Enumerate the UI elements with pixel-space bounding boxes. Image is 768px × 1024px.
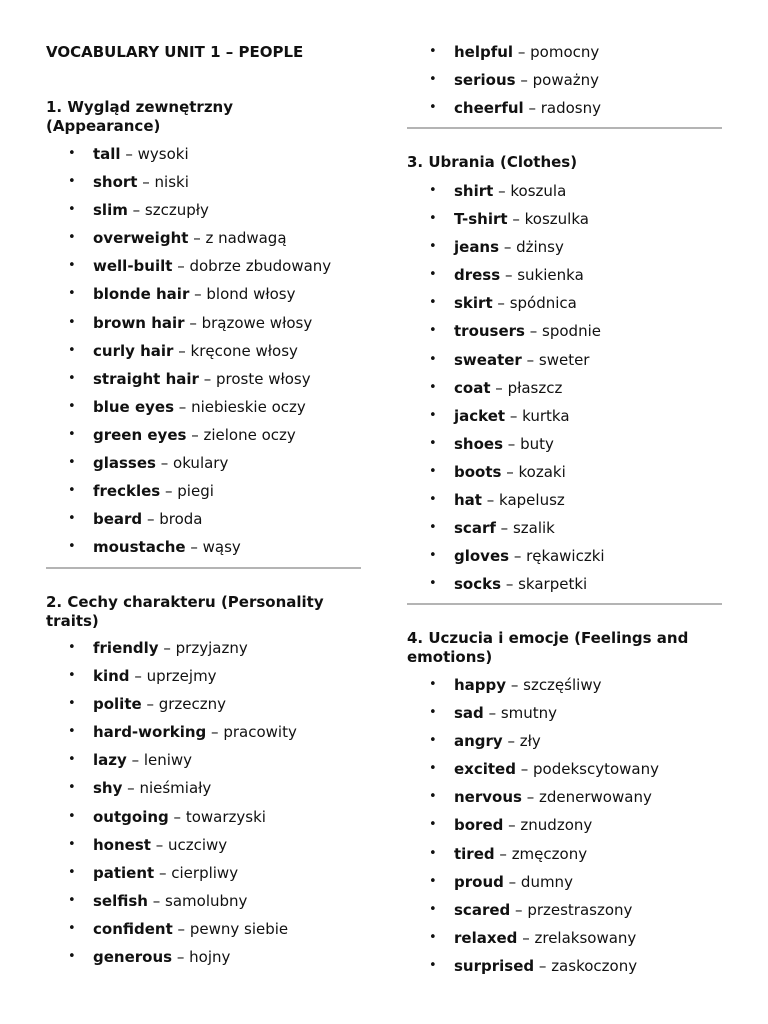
- vocab-item: [46, 831, 297, 859]
- bullet-icon: •: [429, 929, 437, 945]
- bullet-icon: •: [429, 845, 437, 861]
- bullet-icon: •: [68, 398, 76, 414]
- english-term: scared: [454, 900, 511, 919]
- polish-translation: cierpliwy: [171, 863, 239, 882]
- term-separator: –: [177, 257, 185, 276]
- vocab-item: [46, 309, 331, 337]
- bullet-icon: •: [68, 314, 76, 330]
- vocab-item: [407, 261, 605, 289]
- term-separator: –: [520, 71, 528, 90]
- term-separator: –: [512, 210, 520, 229]
- english-term: hard-working: [93, 723, 207, 742]
- vocab-item: [407, 952, 659, 980]
- polish-translation: pomocny: [530, 43, 600, 61]
- vocab-item: [46, 252, 331, 280]
- vocab-item: [407, 402, 605, 430]
- term-separator: –: [499, 844, 507, 863]
- english-term: nervous: [454, 788, 522, 807]
- polish-translation: kurtka: [522, 406, 570, 425]
- bullet-icon: •: [68, 808, 76, 824]
- bullet-icon: •: [68, 724, 76, 740]
- polish-translation: niebieskie oczy: [191, 397, 306, 416]
- english-term: well-built: [93, 257, 173, 276]
- bullet-icon: •: [68, 174, 76, 190]
- vocab-item: [407, 430, 605, 458]
- bullet-icon: •: [429, 379, 437, 395]
- bullet-icon: •: [68, 752, 76, 768]
- vocab-item: [407, 514, 605, 542]
- english-term: sad: [454, 704, 484, 723]
- english-term: tall: [93, 145, 121, 163]
- english-term: beard: [93, 510, 143, 529]
- vocab-item: [46, 365, 331, 393]
- term-separator: –: [178, 397, 187, 416]
- section-heading-appearance: 1. Wygląd zewnętrzny (Appearance): [46, 98, 234, 135]
- term-separator: –: [508, 872, 517, 891]
- term-separator: –: [158, 863, 167, 882]
- term-separator: –: [504, 266, 513, 285]
- polish-translation: spódnica: [509, 294, 577, 313]
- english-term: selfish: [93, 891, 148, 910]
- term-separator: –: [194, 285, 202, 304]
- bullet-icon: •: [429, 548, 437, 564]
- english-term: relaxed: [454, 928, 518, 947]
- english-term: gloves: [454, 547, 510, 566]
- english-term: polite: [93, 695, 142, 714]
- english-term: brown hair: [93, 313, 185, 332]
- term-separator: –: [125, 145, 133, 163]
- vocab-item: [46, 533, 331, 561]
- bullet-icon: •: [429, 677, 437, 692]
- english-term: shirt: [454, 182, 494, 200]
- bullet-icon: •: [68, 780, 76, 796]
- vocab-item: [46, 337, 331, 365]
- polish-translation: piegi: [177, 482, 214, 501]
- english-term: freckles: [93, 482, 161, 501]
- vocab-item: [46, 915, 297, 943]
- term-separator: –: [160, 454, 169, 473]
- vocab-item: [46, 887, 297, 915]
- term-separator: –: [513, 547, 522, 566]
- term-separator: –: [134, 667, 142, 686]
- polish-translation: z nadwagą: [205, 229, 287, 248]
- term-separator: –: [177, 919, 186, 938]
- polish-translation: samolubny: [165, 891, 248, 910]
- polish-translation: przestraszony: [527, 900, 633, 919]
- bullet-icon: •: [429, 407, 437, 423]
- term-separator: –: [503, 238, 512, 257]
- polish-translation: skarpetki: [518, 575, 588, 594]
- term-separator: –: [508, 816, 516, 835]
- vocab-item: [407, 755, 659, 783]
- english-term: generous: [93, 948, 173, 967]
- polish-translation: proste włosy: [215, 369, 311, 388]
- term-separator: –: [190, 538, 198, 557]
- section-heading-clothes: 3. Ubrania (Clothes): [407, 153, 578, 171]
- polish-translation: zrelaksowany: [534, 928, 637, 947]
- term-separator: –: [146, 510, 155, 529]
- term-separator: –: [486, 491, 495, 510]
- vocab-list-personality: [46, 634, 297, 971]
- term-separator: –: [189, 313, 197, 332]
- vocab-item: [407, 783, 659, 811]
- bullet-icon: •: [68, 258, 76, 274]
- bullet-icon: •: [429, 323, 437, 339]
- vocab-list-feelings: [407, 671, 659, 980]
- term-separator: –: [488, 704, 497, 723]
- vocab-item: [407, 840, 659, 868]
- vocab-item: [407, 346, 605, 374]
- bullet-icon: •: [429, 100, 437, 116]
- english-term: shoes: [454, 434, 504, 453]
- english-term: honest: [93, 835, 151, 854]
- english-term: socks: [454, 575, 502, 594]
- english-term: sweater: [454, 350, 522, 369]
- polish-translation: zdenerwowany: [539, 788, 652, 807]
- term-separator: –: [515, 900, 523, 919]
- vocab-item: [46, 943, 297, 971]
- term-separator: –: [131, 751, 140, 770]
- vocab-item: [46, 477, 331, 505]
- bullet-icon: •: [68, 539, 76, 555]
- polish-translation: sukienka: [517, 266, 584, 285]
- vocab-item: [46, 634, 297, 662]
- vocab-item: [407, 896, 659, 924]
- term-separator: –: [497, 294, 505, 313]
- vocab-item: [46, 718, 297, 746]
- polish-translation: koszulka: [524, 210, 589, 229]
- polish-translation: blond włosy: [206, 285, 296, 304]
- english-term: coat: [454, 378, 491, 397]
- polish-translation: zielone oczy: [203, 425, 296, 444]
- english-term: bored: [454, 816, 504, 835]
- bullet-icon: •: [429, 789, 437, 805]
- vocab-item: [46, 690, 297, 718]
- english-term: shy: [93, 779, 123, 798]
- term-separator: –: [142, 173, 150, 192]
- bullet-icon: •: [68, 202, 76, 218]
- polish-translation: hojny: [189, 948, 231, 967]
- vocab-item: [407, 233, 605, 261]
- english-term: skirt: [454, 294, 493, 313]
- bullet-icon: •: [68, 511, 76, 527]
- term-separator: –: [509, 406, 518, 425]
- vocab-item: [407, 671, 659, 699]
- term-separator: –: [132, 201, 141, 220]
- vocab-item: [407, 811, 659, 839]
- bullet-icon: •: [429, 520, 437, 536]
- bullet-icon: •: [429, 44, 437, 59]
- polish-translation: broda: [159, 510, 203, 529]
- bullet-icon: •: [429, 761, 437, 777]
- polish-translation: płaszcz: [507, 378, 563, 397]
- bullet-icon: •: [68, 864, 76, 880]
- term-separator: –: [538, 956, 547, 975]
- vocab-item: [46, 774, 297, 802]
- bullet-icon: •: [68, 949, 76, 965]
- bullet-icon: •: [429, 295, 437, 311]
- term-separator: –: [500, 519, 509, 538]
- vocab-item: [407, 289, 605, 317]
- polish-translation: szczupły: [144, 201, 209, 220]
- term-separator: –: [165, 482, 173, 501]
- vocab-item: [46, 449, 331, 477]
- english-term: dress: [454, 266, 501, 285]
- vocab-item: [407, 177, 605, 205]
- english-term: short: [93, 173, 138, 192]
- vocab-item: [46, 280, 331, 308]
- polish-translation: uprzejmy: [146, 667, 217, 686]
- polish-translation: grzeczny: [158, 695, 227, 714]
- english-term: tired: [454, 844, 495, 863]
- polish-translation: zaskoczony: [551, 956, 638, 975]
- polish-translation: kapelusz: [499, 491, 565, 510]
- vocab-item: [46, 140, 331, 168]
- polish-translation: leniwy: [143, 751, 193, 770]
- english-term: serious: [454, 71, 516, 90]
- polish-translation: wysoki: [137, 145, 189, 163]
- english-term: green eyes: [93, 425, 187, 444]
- polish-translation: smutny: [500, 704, 558, 723]
- vocab-list-clothes: [407, 177, 605, 598]
- vocab-item: [46, 859, 297, 887]
- term-separator: –: [191, 425, 199, 444]
- english-term: scarf: [454, 519, 496, 538]
- bullet-icon: •: [429, 492, 437, 508]
- term-separator: –: [522, 928, 530, 947]
- term-separator: –: [506, 462, 514, 481]
- term-separator: –: [211, 723, 219, 742]
- bullet-icon: •: [68, 640, 76, 655]
- english-term: moustache: [93, 538, 186, 557]
- english-term: confident: [93, 919, 173, 938]
- english-term: excited: [454, 760, 516, 779]
- term-separator: –: [505, 575, 514, 594]
- polish-translation: szczęśliwy: [523, 676, 602, 694]
- bullet-icon: •: [68, 836, 76, 852]
- polish-translation: kręcone włosy: [190, 341, 298, 360]
- polish-translation: pracowity: [223, 723, 297, 742]
- vocab-item: [46, 196, 331, 224]
- term-separator: –: [529, 322, 538, 341]
- term-separator: –: [155, 835, 164, 854]
- english-term: kind: [93, 667, 130, 686]
- term-separator: –: [495, 378, 503, 397]
- term-separator: –: [498, 182, 506, 200]
- vocab-item: [407, 486, 605, 514]
- polish-translation: towarzyski: [185, 807, 266, 826]
- bullet-icon: •: [68, 146, 76, 161]
- english-term: jeans: [454, 238, 500, 257]
- term-separator: –: [176, 948, 185, 967]
- vocab-item: [407, 458, 605, 486]
- term-separator: –: [193, 229, 201, 248]
- bullet-icon: •: [429, 239, 437, 255]
- english-term: friendly: [93, 639, 159, 657]
- vocab-item: [46, 393, 331, 421]
- vocab-item: [407, 868, 659, 896]
- bullet-icon: •: [429, 576, 437, 592]
- polish-translation: sweter: [538, 350, 590, 369]
- term-separator: –: [507, 732, 515, 751]
- english-term: blonde hair: [93, 285, 190, 304]
- polish-translation: zmęczony: [511, 844, 588, 863]
- vocab-item: [46, 224, 331, 252]
- english-term: happy: [454, 676, 507, 694]
- bullet-icon: •: [429, 183, 437, 198]
- polish-translation: poważny: [532, 71, 600, 90]
- bullet-icon: •: [68, 426, 76, 442]
- vocab-item: [407, 727, 659, 755]
- english-term: boots: [454, 462, 502, 481]
- english-term: outgoing: [93, 807, 169, 826]
- bullet-icon: •: [68, 483, 76, 499]
- bullet-icon: •: [429, 72, 437, 88]
- english-term: slim: [93, 201, 128, 220]
- term-separator: –: [526, 350, 535, 369]
- polish-translation: spodnie: [542, 322, 601, 341]
- polish-translation: podekscytowany: [533, 760, 660, 779]
- term-separator: –: [507, 434, 516, 453]
- english-term: glasses: [93, 454, 156, 473]
- section-divider: [407, 127, 722, 129]
- english-term: helpful: [454, 43, 514, 61]
- term-separator: –: [517, 43, 526, 61]
- term-separator: –: [163, 639, 171, 657]
- bullet-icon: •: [429, 705, 437, 721]
- bullet-icon: •: [68, 286, 76, 302]
- polish-translation: nieśmiały: [139, 779, 212, 798]
- vocab-item: [407, 542, 605, 570]
- polish-translation: szalik: [512, 519, 555, 538]
- english-term: angry: [454, 732, 503, 751]
- polish-translation: niski: [154, 173, 189, 192]
- english-term: overweight: [93, 229, 189, 248]
- bullet-icon: •: [429, 817, 437, 833]
- bullet-icon: •: [429, 733, 437, 749]
- bullet-icon: •: [429, 463, 437, 479]
- term-separator: –: [178, 341, 186, 360]
- bullet-icon: •: [68, 696, 76, 712]
- section-divider: [407, 603, 722, 605]
- english-term: jacket: [454, 406, 506, 425]
- polish-translation: wąsy: [202, 538, 241, 557]
- polish-translation: zły: [519, 732, 541, 751]
- vocab-item: [46, 662, 297, 690]
- bullet-icon: •: [429, 267, 437, 283]
- vocab-item: [407, 570, 605, 598]
- term-separator: –: [528, 99, 536, 118]
- english-term: proud: [454, 872, 504, 891]
- polish-translation: dżinsy: [516, 238, 564, 257]
- term-separator: –: [173, 807, 182, 826]
- bullet-icon: •: [68, 920, 76, 936]
- bullet-icon: •: [429, 957, 437, 973]
- vocab-item: [46, 746, 297, 774]
- term-separator: –: [526, 788, 535, 807]
- term-separator: –: [127, 779, 135, 798]
- section-heading-feelings: 4. Uczucia i emocje (Feelings and emotions): [407, 629, 689, 666]
- vocab-list-appearance: [46, 140, 331, 561]
- polish-translation: pewny siebie: [189, 919, 289, 938]
- polish-translation: dumny: [520, 872, 573, 891]
- polish-translation: uczciwy: [168, 835, 228, 854]
- section-divider: [46, 567, 361, 569]
- polish-translation: znudzony: [520, 816, 593, 835]
- bullet-icon: •: [429, 901, 437, 917]
- vocab-item: [46, 803, 297, 831]
- vocab-item: [407, 38, 601, 66]
- english-term: T-shirt: [454, 210, 508, 229]
- english-term: surprised: [454, 956, 535, 975]
- bullet-icon: •: [68, 668, 76, 684]
- term-separator: –: [510, 676, 519, 694]
- vocab-item: [46, 421, 331, 449]
- vocab-item: [407, 374, 605, 402]
- section-heading-personality: 2. Cechy charakteru (Personality traits): [46, 593, 324, 630]
- polish-translation: brązowe włosy: [201, 313, 313, 332]
- bullet-icon: •: [68, 455, 76, 471]
- polish-translation: koszula: [510, 182, 567, 200]
- term-separator: –: [520, 760, 529, 779]
- bullet-icon: •: [429, 873, 437, 889]
- vocab-item: [407, 205, 605, 233]
- polish-translation: dobrze zbudowany: [189, 257, 332, 276]
- polish-translation: radosny: [540, 99, 601, 118]
- english-term: patient: [93, 863, 155, 882]
- bullet-icon: •: [68, 892, 76, 908]
- term-separator: –: [203, 369, 212, 388]
- term-separator: –: [146, 695, 154, 714]
- document-title: VOCABULARY UNIT 1 – PEOPLE: [46, 43, 304, 61]
- polish-translation: okulary: [173, 454, 229, 473]
- vocab-item: [407, 66, 601, 94]
- bullet-icon: •: [429, 351, 437, 367]
- english-term: cheerful: [454, 99, 524, 118]
- bullet-icon: •: [429, 211, 437, 227]
- vocab-list-personality-continued: [407, 38, 601, 122]
- bullet-icon: •: [68, 342, 76, 358]
- polish-translation: rękawiczki: [526, 547, 605, 566]
- vocab-item: [407, 94, 601, 122]
- polish-translation: kozaki: [518, 462, 566, 481]
- vocab-item: [46, 505, 331, 533]
- english-term: blue eyes: [93, 397, 175, 416]
- term-separator: –: [152, 891, 161, 910]
- vocab-item: [407, 924, 659, 952]
- polish-translation: buty: [520, 434, 554, 453]
- english-term: trousers: [454, 322, 525, 341]
- vocab-item: [407, 317, 605, 345]
- bullet-icon: •: [429, 435, 437, 451]
- bullet-icon: •: [68, 370, 76, 386]
- english-term: lazy: [93, 751, 127, 770]
- english-term: hat: [454, 491, 482, 510]
- english-term: straight hair: [93, 369, 199, 388]
- polish-translation: przyjazny: [175, 639, 248, 657]
- vocab-item: [46, 168, 331, 196]
- english-term: curly hair: [93, 341, 174, 360]
- bullet-icon: •: [68, 230, 76, 246]
- vocab-item: [407, 699, 659, 727]
